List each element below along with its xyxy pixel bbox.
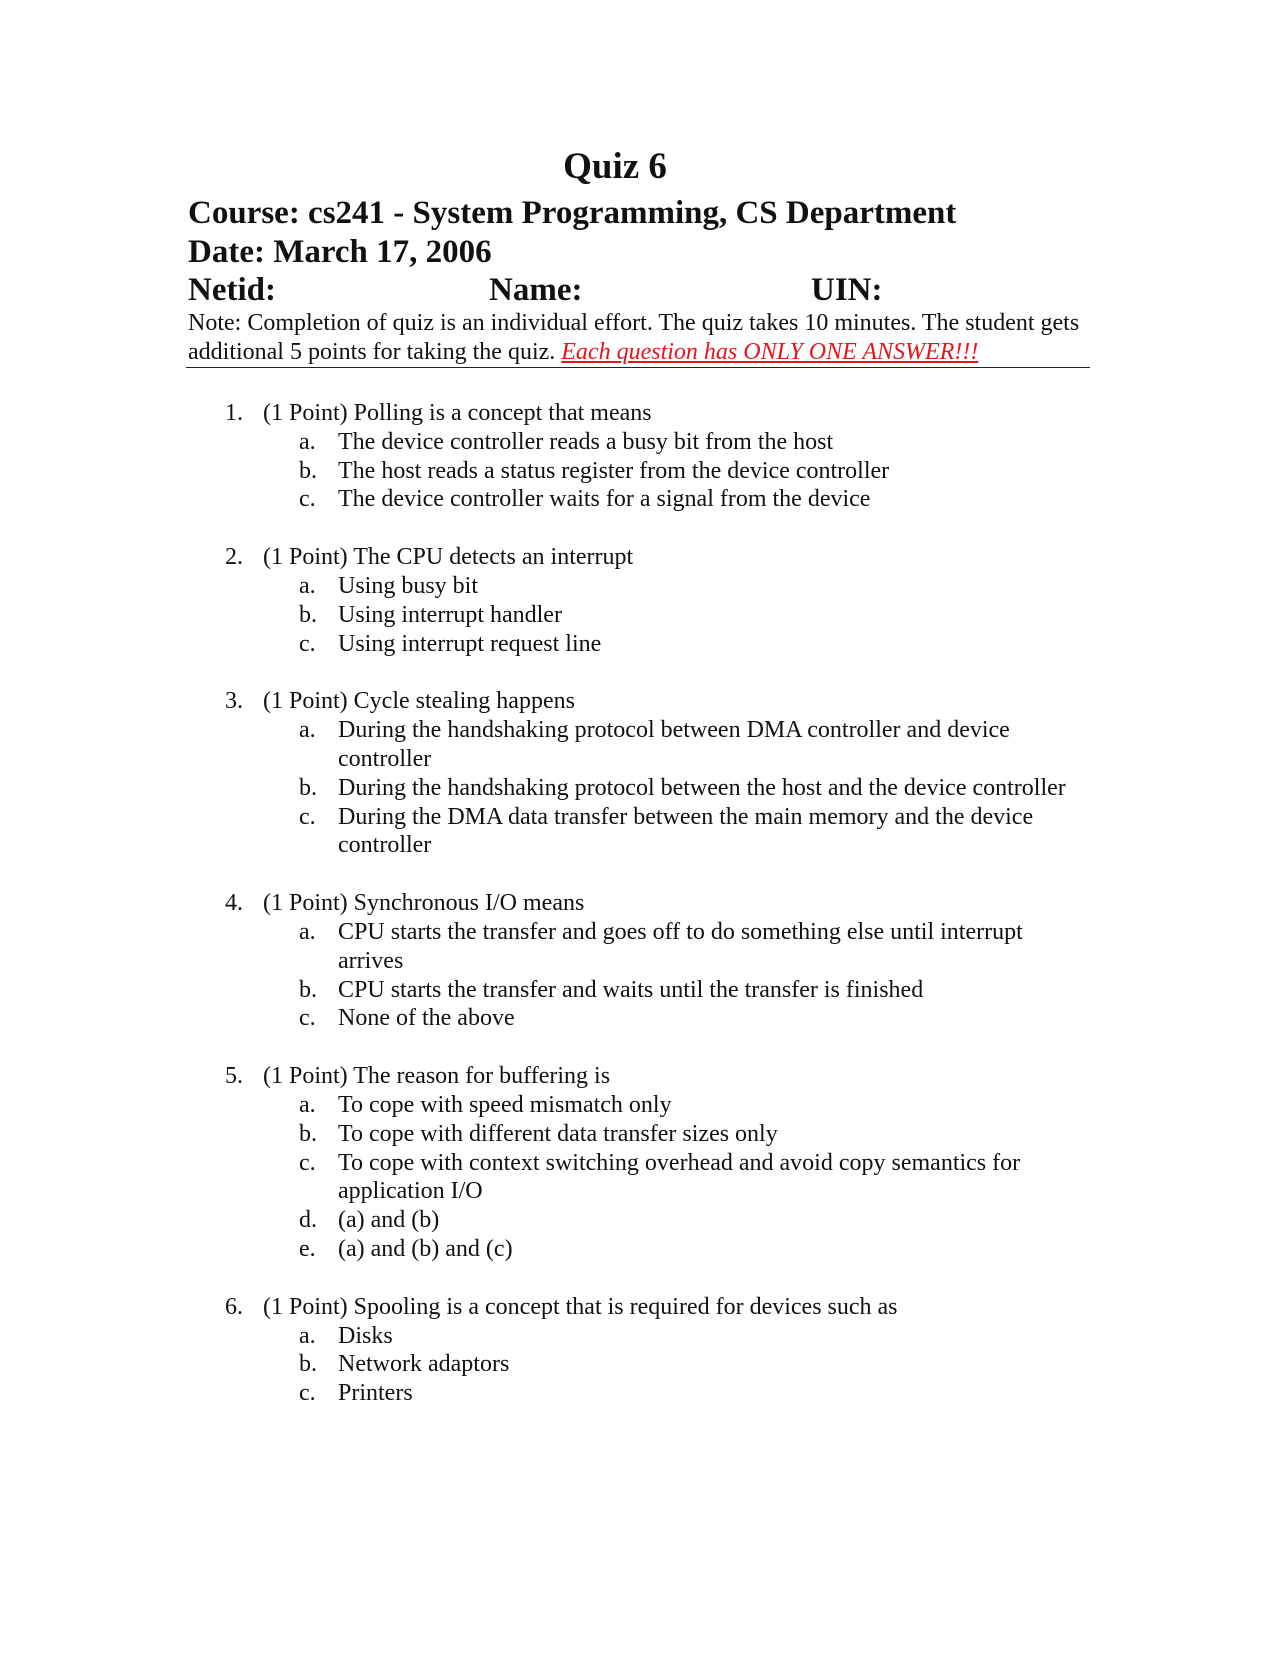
- option-text: Network adaptors: [338, 1351, 510, 1378]
- answer-options: [0, 428, 1280, 514]
- question-text: (1 Point) The CPU detects an interrupt: [263, 544, 634, 571]
- option-text: Using busy bit: [338, 572, 479, 599]
- option-text: Printers: [338, 1380, 413, 1407]
- option-letter: b.: [299, 774, 317, 801]
- option-text: CPU starts the transfer and waits until the transfer is finished: [338, 976, 924, 1003]
- option-text: To cope with different data transfer sizes only: [338, 1120, 778, 1147]
- answer-option: [0, 457, 1078, 486]
- option-letter: a.: [299, 1091, 316, 1118]
- question-number: 5.: [225, 1063, 243, 1090]
- question-text: (1 Point) Polling is a concept that means: [263, 400, 652, 426]
- question-item: [0, 1062, 1280, 1264]
- option-letter: a.: [299, 717, 316, 744]
- option-letter: c.: [299, 630, 316, 657]
- note-text: Note: Completion of quiz is an individual effort. The quiz takes 10 minutes. The student gets additional 5 points for taking the quiz.: [188, 310, 1080, 365]
- answer-option: [0, 428, 1078, 457]
- option-text: Using interrupt handler: [338, 601, 562, 628]
- answer-option: [0, 1322, 1078, 1351]
- option-letter: c.: [299, 1149, 316, 1176]
- uin-label: UIN:: [811, 272, 883, 308]
- option-letter: c.: [299, 1005, 316, 1032]
- question-stem: [0, 889, 1280, 918]
- question-stem: [0, 687, 1280, 716]
- answer-option: [0, 803, 1078, 861]
- answer-option: [0, 601, 1078, 630]
- answer-options: [0, 1322, 1280, 1408]
- question-number: 4.: [225, 890, 243, 917]
- option-text: To cope with context switching overhead and avoid copy semantics for application I/O: [338, 1149, 1021, 1205]
- option-letter: a.: [299, 918, 316, 945]
- quiz-note: [188, 309, 1088, 367]
- answer-option: [0, 1350, 1078, 1379]
- question-number: 3.: [225, 688, 243, 715]
- answer-option: [0, 572, 1078, 601]
- answer-option: [0, 630, 1078, 659]
- option-text: During the handshaking protocol between DMA controller and device controller: [338, 717, 1010, 772]
- netid-label: Netid:: [188, 272, 276, 308]
- answer-options: [0, 918, 1280, 1033]
- question-stem: [0, 1062, 1280, 1091]
- option-letter: d.: [299, 1207, 317, 1234]
- date-line: Date: March 17, 2006: [188, 234, 492, 270]
- option-text: During the DMA data transfer between the main memory and the device controller: [338, 803, 1034, 859]
- note-emphasis: Each question has ONLY ONE ANSWER!!!: [561, 339, 979, 365]
- answer-option: [0, 976, 1078, 1005]
- option-text: The host reads a status register from the device controller: [338, 457, 890, 484]
- question-stem: [0, 1293, 1280, 1322]
- question-text: (1 Point) Cycle stealing happens: [263, 688, 575, 715]
- question-item: [0, 399, 1280, 514]
- question-item: [0, 687, 1280, 860]
- option-letter: c.: [299, 486, 316, 513]
- page-title: Quiz 6: [563, 146, 667, 187]
- answer-option: [0, 1004, 1078, 1033]
- option-letter: c.: [299, 1380, 316, 1407]
- question-item: [0, 543, 1280, 658]
- option-text: During the handshaking protocol between the host and the device controller: [338, 774, 1066, 801]
- question-list: [0, 399, 1280, 1437]
- answer-option: [0, 1091, 1078, 1120]
- answer-option: [0, 1379, 1078, 1408]
- header-divider: [186, 367, 1090, 368]
- option-letter: a.: [299, 572, 316, 599]
- option-letter: a.: [299, 428, 316, 455]
- question-text: (1 Point) Spooling is a concept that is required for devices such as: [263, 1293, 898, 1320]
- question-number: 2.: [225, 544, 243, 571]
- answer-option: [0, 485, 1078, 514]
- question-number: 6.: [225, 1293, 243, 1320]
- student-id-row: [188, 271, 1088, 309]
- answer-option: [0, 1120, 1078, 1149]
- option-text: The device controller waits for a signal from the device: [338, 486, 871, 513]
- answer-options: [0, 1091, 1280, 1264]
- option-letter: b.: [299, 1120, 317, 1147]
- answer-option: [0, 918, 1078, 976]
- option-text: To cope with speed mismatch only: [338, 1091, 672, 1118]
- question-item: [0, 889, 1280, 1033]
- option-letter: e.: [299, 1235, 316, 1262]
- answer-option: [0, 1235, 1078, 1264]
- answer-options: [0, 572, 1280, 658]
- answer-option: [0, 716, 1078, 774]
- answer-option: [0, 1206, 1078, 1235]
- question-stem: [0, 543, 1280, 572]
- option-letter: b.: [299, 457, 317, 484]
- answer-options: [0, 716, 1280, 860]
- name-label: Name:: [489, 272, 583, 308]
- answer-option: [0, 774, 1078, 803]
- option-text: (a) and (b): [338, 1207, 440, 1234]
- answer-option: [0, 1149, 1078, 1207]
- question-text: (1 Point) The reason for buffering is: [263, 1063, 611, 1090]
- option-letter: c.: [299, 803, 316, 830]
- option-letter: b.: [299, 976, 317, 1003]
- course-line: Course: cs241 - System Programming, CS Department: [188, 195, 957, 231]
- question-item: [0, 1293, 1280, 1408]
- question-number: 1.: [225, 400, 243, 426]
- option-letter: a.: [299, 1322, 316, 1349]
- option-text: The device controller reads a busy bit from the host: [338, 428, 834, 455]
- option-text: None of the above: [338, 1005, 515, 1032]
- question-stem: [0, 399, 1280, 428]
- option-text: Disks: [338, 1322, 393, 1349]
- option-letter: b.: [299, 601, 317, 628]
- option-text: CPU starts the transfer and goes off to do something else until interrupt arrives: [338, 918, 1023, 974]
- option-letter: b.: [299, 1351, 317, 1378]
- question-text: (1 Point) Synchronous I/O means: [263, 890, 585, 917]
- option-text: Using interrupt request line: [338, 630, 602, 657]
- option-text: (a) and (b) and (c): [338, 1235, 513, 1262]
